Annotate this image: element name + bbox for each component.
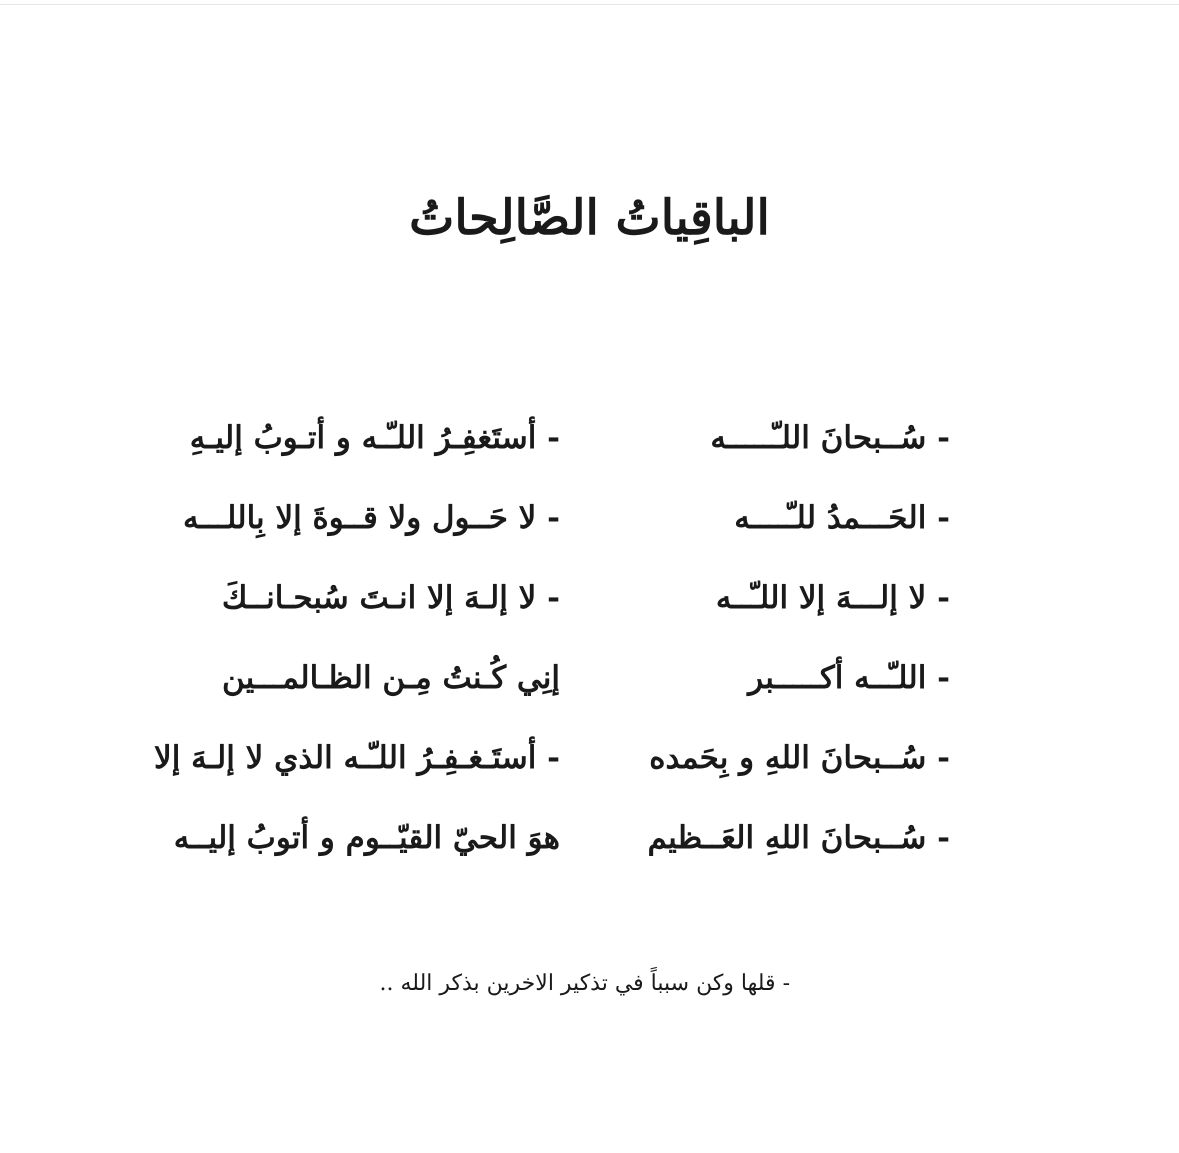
footer-note: - قلها وكن سبباً في تذكير الاخرين بذكر الله .. bbox=[379, 971, 790, 996]
right-column bbox=[600, 398, 950, 878]
dhikr-line: - اللـّــه أكـــــبر bbox=[748, 660, 950, 696]
dhikr-line: هوَ الحيّ القيّــوم و أتوبُ إليــه bbox=[173, 820, 560, 856]
dhikr-line: - سُــبحانَ اللهِ و بِحَمده bbox=[649, 740, 950, 776]
dhikr-line: - أستَغفِـرُ اللـّـه و أتـوبُ إليـهِ bbox=[189, 420, 560, 456]
dhikr-line: إنِي كُـنتُ مِـن الظـالمـــين bbox=[222, 660, 560, 696]
page-title: الباقِياتُ الصَّالِحاتُ bbox=[409, 190, 770, 246]
dhikr-line: - لا إلـهَ إلا انـتَ سُبحـانــكَ bbox=[221, 580, 560, 616]
top-divider bbox=[0, 4, 1179, 5]
dhikr-line: - لا إلـــهَ إلا اللـّــه bbox=[715, 580, 950, 616]
dhikr-line: - سُــبحانَ اللهِ العَــظيم bbox=[647, 820, 950, 856]
left-column bbox=[150, 398, 560, 878]
dhikr-line: - الحَـــمدُ للـّــــه bbox=[734, 500, 950, 536]
dhikr-line: - سُــبحانَ اللـّـــــه bbox=[710, 420, 950, 456]
dhikr-line: - أستَـغـفِـرُ اللـّـه الذي لا إلـهَ إلا bbox=[154, 740, 560, 776]
dhikr-line: - لا حَــول ولا قــوةَ إلا بِاللـــه bbox=[183, 500, 560, 536]
